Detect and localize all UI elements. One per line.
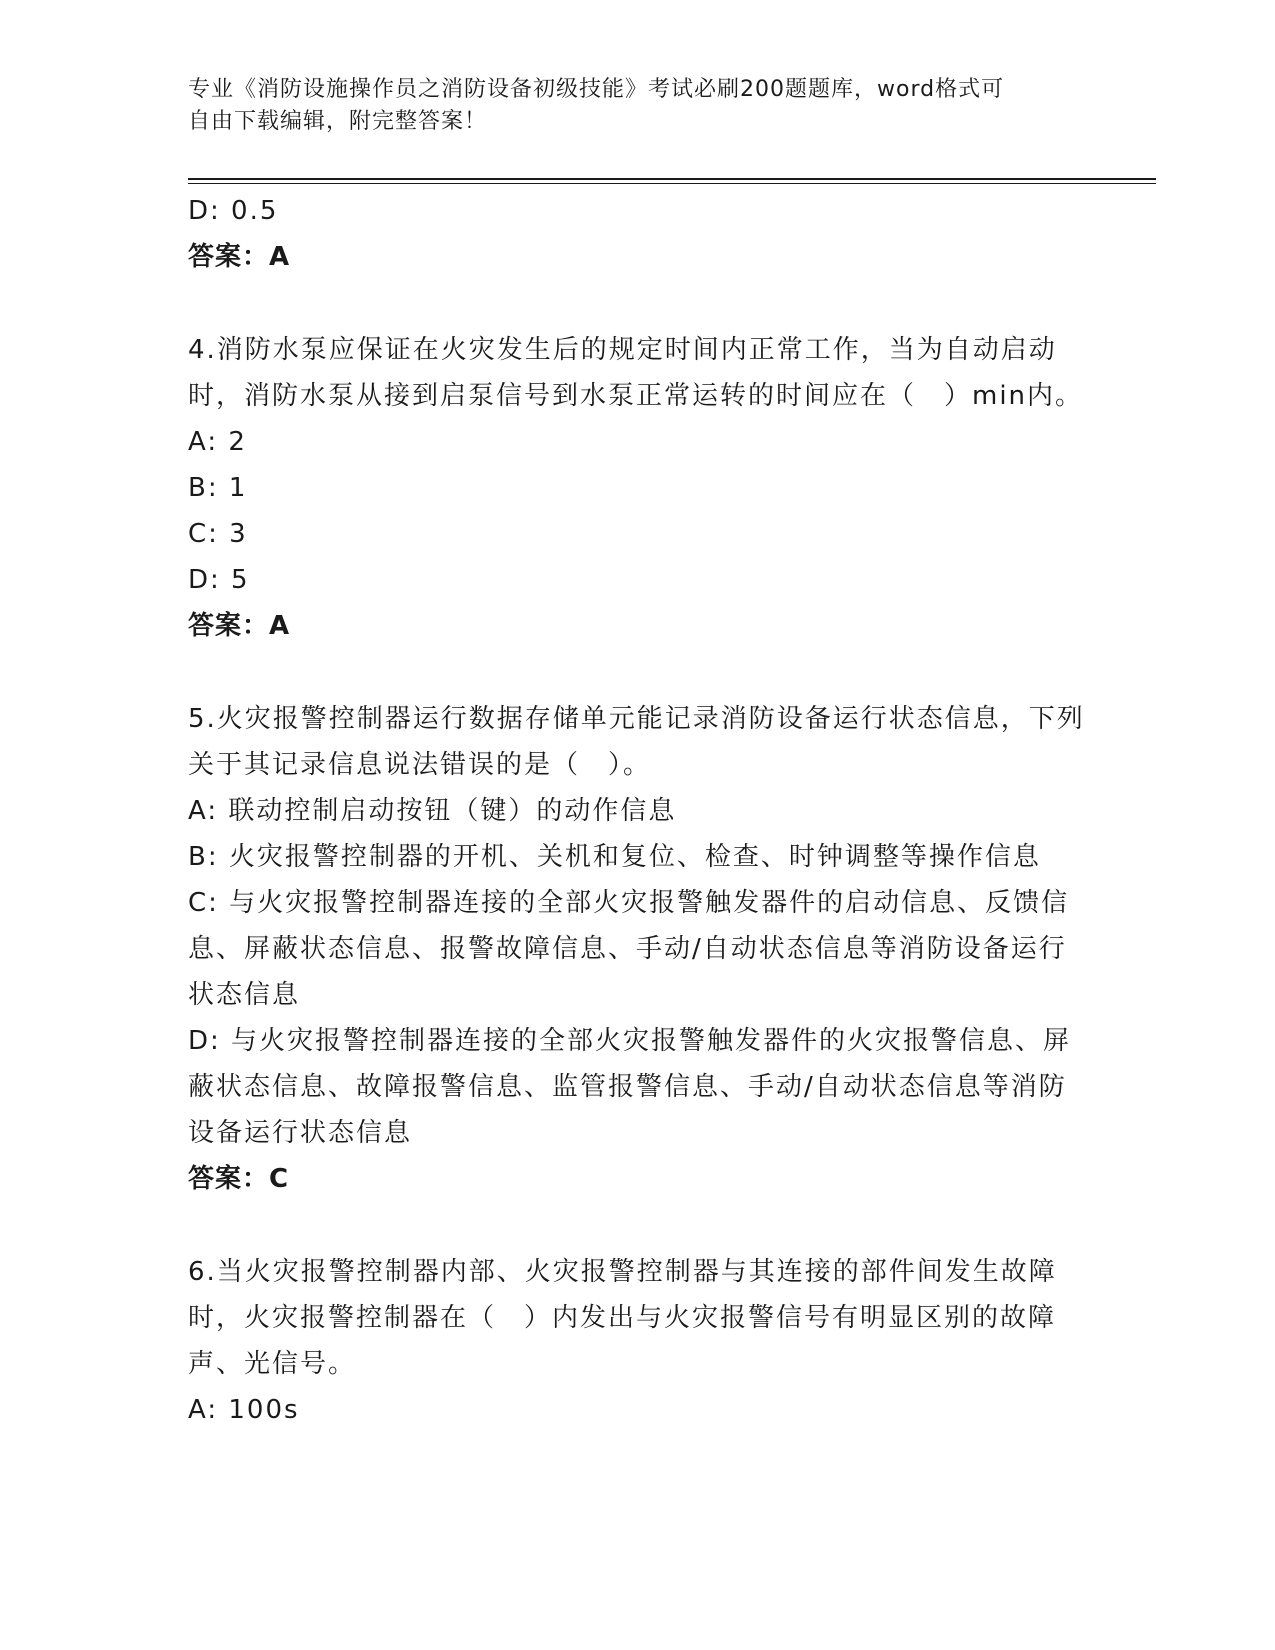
spacer — [188, 280, 1088, 327]
option-a: A: 100s — [188, 1395, 300, 1425]
option-b: B: 火灾报警控制器的开机、关机和复位、检查、时钟调整等操作信息 — [188, 842, 1041, 872]
option-a: A: 联动控制启动按钮（键）的动作信息 — [188, 796, 677, 826]
question-text: 6.当火灾报警控制器内部、火灾报警控制器与其连接的部件间发生故障时，火灾报警控制器在（ ）内发出与火灾报警信号有明显区别的故障声、光信号。 — [188, 1257, 1057, 1379]
option-b: B: 1 — [188, 473, 248, 503]
option-d: D: 0.5 — [188, 196, 279, 226]
header-divider-thick — [188, 178, 1156, 180]
question-6 — [188, 1249, 1088, 1433]
document-header — [188, 74, 1068, 138]
question-5 — [188, 696, 1088, 1202]
question-text: 4.消防水泵应保证在火灾发生后的规定时间内正常工作，当为自动启动时，消防水泵从接到启泵信号到水泵正常运转的时间应在（ ）min内。 — [188, 335, 1084, 411]
question-text: 5.火灾报警控制器运行数据存储单元能记录消防设备运行状态信息，下列关于其记录信息说法错误的是（ ）。 — [188, 704, 1085, 780]
question-4 — [188, 327, 1088, 649]
answer-line: 答案：A — [188, 242, 291, 272]
header-line-2: 自由下载编辑，附完整答案！ — [188, 109, 488, 134]
option-c: C: 3 — [188, 519, 248, 549]
document-body — [188, 188, 1088, 1433]
spacer — [188, 649, 1088, 696]
option-a: A: 2 — [188, 427, 247, 457]
option-d: D: 5 — [188, 565, 250, 595]
answer-line: 答案：C — [188, 1164, 290, 1194]
answer-line: 答案：A — [188, 611, 291, 641]
option-d: D: 与火灾报警控制器连接的全部火灾报警触发器件的火灾报警信息、屏蔽状态信息、故障报警信息、监管报警信息、手动/自动状态信息等消防设备运行状态信息 — [188, 1026, 1072, 1148]
spacer — [188, 1202, 1088, 1249]
header-divider-thin — [188, 183, 1156, 184]
header-line-1: 专业《消防设施操作员之消防设备初级技能》考试必刷200题题库，word格式可 — [188, 77, 1005, 102]
option-c: C: 与火灾报警控制器连接的全部火灾报警触发器件的启动信息、反馈信息、屏蔽状态信息、报警故障信息、手动/自动状态信息等消防设备运行状态信息 — [188, 888, 1070, 1010]
